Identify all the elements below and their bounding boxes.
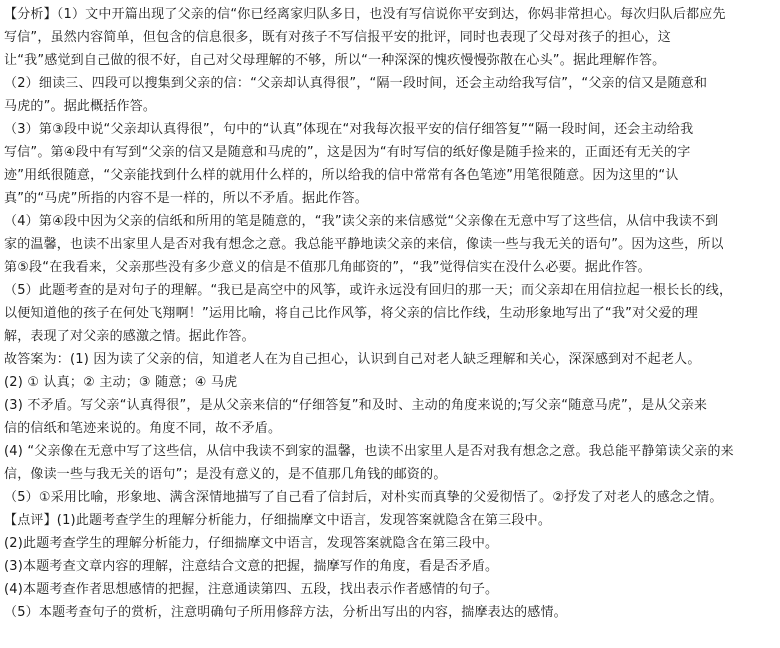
answer-line: (4) “父亲像在无意中写了这些信，从信中我读不到家的温馨，也读不出家里人是否对我有想念之意。我总能平静第读父亲的来 bbox=[4, 444, 734, 459]
analysis-line: （2）细读三、四段可以搜集到父亲的信：“父亲却认真得很”，“隔一段时间，还会主动给我写信”，“父亲的信又是随意和 bbox=[4, 76, 708, 91]
answer-line: 故答案为：(1) 因为读了父亲的信，知道老人在为自己担心，认识到自己对老人缺乏理解和关心，深深感到对不起老人。 bbox=[4, 352, 701, 367]
analysis-line: 写信”，虽然内容简单，但包含的信息很多，既有对孩子不写信报平安的批评，同时也表现了父母对孩子的担心，这 bbox=[4, 30, 671, 45]
answer-line: (3) 不矛盾。写父亲“认真得很”，是从父亲来信的“仔细答复”和及时、主动的角度来说的;写父亲“随意马虎”，是从父亲来 bbox=[4, 398, 708, 413]
analysis-line: 真”的“马虎”所指的内容不是一样的，所以不矛盾。据此作答。 bbox=[4, 191, 369, 206]
analysis-line: 让“我”感觉到自己做的很不好，自己对父母理解的不够，所以“一种深深的愧疚慢慢弥散在心头”。据此理解作答。 bbox=[4, 53, 666, 68]
analysis-line: 第⑤段“在我看来，父亲那些没有多少意义的信是不值那几角邮资的”，“我”觉得信实在没什么必要。据此作答。 bbox=[4, 260, 651, 275]
answer-line: （5）①采用比喻，形象地、满含深情地描写了自己看了信封后，对朴实而真挚的父爱彻悟了。②抒发了对老人的感念之情。 bbox=[4, 490, 723, 505]
analysis-line: 迹”用纸很随意，“父亲能找到什么样的就用什么样的，所以给我的信中常常有各色笔迹”用笔很随意。因为这里的“认 bbox=[4, 168, 679, 183]
comment-line: (4)本题考查作者思想感情的把握，注意通读第四、五段，找出表示作者感情的句子。 bbox=[4, 582, 499, 597]
analysis-line: 马虎的”。据此概括作答。 bbox=[4, 99, 157, 114]
comment-line: 【点评】(1)此题考查学生的理解分析能力，仔细揣摩文中语言，发现答案就隐含在第三段中。 bbox=[4, 513, 552, 528]
analysis-line: （5）此题考查的是对句子的理解。“我已是高空中的风筝，或许永远没有回归的那一天；而父亲却在用信拉起一根长长的线， bbox=[4, 283, 733, 298]
answer-line: 信，像读一些与我无关的语句”；是没有意义的，是不值那几角钱的邮资的。 bbox=[4, 467, 447, 482]
analysis-line: 【分析】（1）文中开篇出现了父亲的信“你已经离家归队多日，也没有写信说你平安到达，你妈非常担心。每次归队后都应先 bbox=[4, 7, 726, 22]
analysis-line: 写信”。第④段中有写到“父亲的信又是随意和马虎的”，这是因为“有时写信的纸好像是随手捡来的，正面还有无关的字 bbox=[4, 145, 691, 160]
answer-line: (2) ① 认真；② 主动；③ 随意；④ 马虎 bbox=[4, 375, 238, 390]
analysis-line: 家的温馨，也读不出家里人是否对我有想念之意。我总能平静地读父亲的来信，像读一些与我无关的语句”。因为这些，所以 bbox=[4, 237, 724, 252]
analysis-line: （4）第④段中因为父亲的信纸和所用的笔是随意的，“我”读父亲的来信感觉“父亲像在无意中写了这些信，从信中我读不到 bbox=[4, 214, 719, 229]
comment-line: （5）本题考查句子的赏析，注意明确句子所用修辞方法，分析出写出的内容，揣摩表达的感情。 bbox=[4, 605, 567, 620]
answer-line: 信的信纸和笔迹来说的。角度不同，故不矛盾。 bbox=[4, 421, 282, 436]
analysis-line: 以便知道他的孩子在何处飞翔啊！”运用比喻，将自己比作风筝，将父亲的信比作线，生动形象地写出了“我”对父爱的理 bbox=[4, 306, 699, 321]
analysis-line: 解，表现了对父亲的感激之情。据此作答。 bbox=[4, 329, 255, 344]
comment-line: (3)本题考查文章内容的理解，注意结合文意的把握，揣摩写作的角度，看是否矛盾。 bbox=[4, 559, 499, 574]
comment-line: (2)此题考查学生的理解分析能力，仔细揣摩文中语言，发现答案就隐含在第三段中。 bbox=[4, 536, 499, 551]
analysis-line: （3）第③段中说“父亲却认真得很”，句中的“认真”体现在“对我每次报平安的信仔细答复”“隔一段时间，还会主动给我 bbox=[4, 122, 694, 137]
